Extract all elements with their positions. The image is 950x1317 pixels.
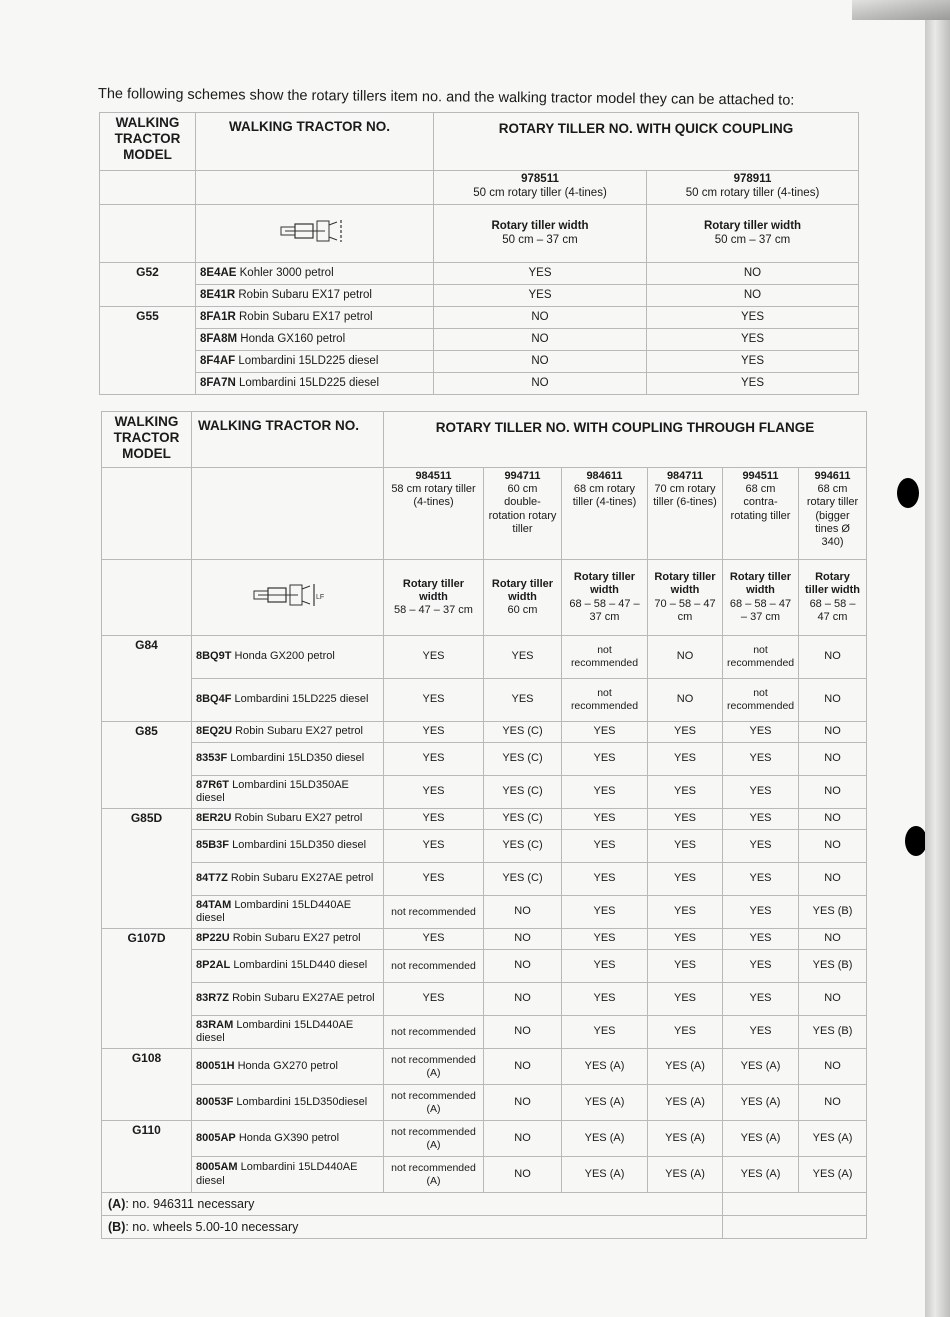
tractor-model: G52: [100, 263, 196, 307]
compat-cell: not recommended: [384, 1016, 484, 1049]
compat-cell: YES: [562, 809, 648, 830]
compat-cell: YES (A): [799, 1121, 867, 1157]
col-header-tiller: ROTARY TILLER NO. WITH QUICK COUPLING: [434, 113, 859, 171]
tractor-engine: Lombardini 15LD350 diesel: [230, 752, 365, 765]
compat-cell: YES: [384, 863, 484, 896]
tractor-code: 8FA8M: [200, 332, 238, 345]
punch-hole: [897, 478, 919, 508]
tractor-code: 87R6T: [196, 778, 230, 791]
compat-cell: YES: [647, 329, 859, 351]
compat-cell: YES: [648, 983, 723, 1016]
tractor-code: 84T7Z: [196, 872, 228, 885]
compat-cell: YES (C): [484, 722, 562, 743]
compat-cell: YES (A): [648, 1049, 723, 1085]
table-row: [102, 830, 867, 863]
tractor-code: 8BQ9T: [196, 650, 232, 663]
tractor-number: [192, 1085, 384, 1121]
tractor-code: 8EQ2U: [196, 725, 233, 738]
tractor-model: G110: [102, 1121, 192, 1193]
tiller-desc: 984611 68 cm rotary tiller (4-tines): [562, 468, 648, 560]
col-header-tractor: WALKING TRACTOR NO.: [192, 412, 384, 468]
tractor-engine: Lombardini 15LD350AE diesel: [196, 778, 349, 804]
tractor-code: 8P22U: [196, 932, 230, 945]
tractor-code: 8FA7N: [200, 376, 236, 389]
compat-cell: YES: [647, 351, 859, 373]
tractor-number: [196, 285, 434, 307]
compat-cell: YES (A): [723, 1157, 799, 1193]
tractor-model: G107D: [102, 929, 192, 1049]
compat-cell: NO: [799, 722, 867, 743]
tractor-number: [192, 830, 384, 863]
tractor-model: G85: [102, 722, 192, 809]
compat-cell: not recommended (A): [384, 1085, 484, 1121]
tiller-width: Rotary tiller width 70 – 58 – 47 cm: [648, 560, 723, 636]
table-row: [102, 809, 867, 830]
punch-hole: [905, 826, 927, 856]
tractor-code: 8P2AL: [196, 959, 231, 972]
compat-cell: YES: [562, 776, 648, 809]
footnote-row: [102, 1193, 867, 1216]
compat-cell: YES: [723, 722, 799, 743]
table-row: [102, 679, 867, 722]
compat-cell: YES: [384, 983, 484, 1016]
compat-cell: NO: [799, 679, 867, 722]
tractor-number: [192, 679, 384, 722]
tiller-width: Rotary tiller width 58 – 47 – 37 cm: [384, 560, 484, 636]
footnote-text: : no. wheels 5.00-10 necessary: [125, 1219, 299, 1234]
compat-cell: NO: [484, 1085, 562, 1121]
compat-cell: NO: [648, 636, 723, 679]
compat-cell: YES (C): [484, 809, 562, 830]
tractor-engine: Lombardini 15LD440AE diesel: [196, 1161, 358, 1187]
compat-cell: NO: [799, 863, 867, 896]
compat-cell: YES (A): [562, 1049, 648, 1085]
compat-cell: YES: [648, 896, 723, 929]
footnote-key: (B): [108, 1219, 126, 1234]
tractor-engine: Lombardini 15LD440 diesel: [233, 959, 368, 972]
footnote: [102, 1216, 723, 1239]
table-row: [102, 636, 867, 679]
tractor-number: [196, 373, 434, 395]
compat-cell: YES (A): [723, 1121, 799, 1157]
tractor-code: 8E4AE: [200, 266, 237, 279]
tractor-engine: Honda GX200 petrol: [234, 650, 335, 663]
compat-cell: YES: [562, 830, 648, 863]
folded-corner: [852, 0, 950, 20]
tractor-code: 8BQ4F: [196, 693, 232, 706]
tractor-engine: Robin Subaru EX27 petrol: [232, 932, 361, 945]
col-header-model: WALKING TRACTOR MODEL: [102, 412, 192, 468]
tiller-code: 984511: [415, 470, 452, 482]
col-header-tiller: ROTARY TILLER NO. WITH COUPLING THROUGH FLANGE: [384, 412, 867, 468]
tractor-model: G85D: [102, 809, 192, 929]
tractor-number: [192, 929, 384, 950]
compat-cell: not recommended: [384, 950, 484, 983]
flange-coupling-table: [101, 411, 867, 1239]
tractor-number: [192, 722, 384, 743]
compat-cell: YES: [562, 722, 648, 743]
tractor-code: 8005AP: [196, 1131, 236, 1144]
compat-cell: NO: [434, 329, 647, 351]
tractor-number: [192, 950, 384, 983]
compat-cell: YES: [723, 983, 799, 1016]
compat-cell: YES (B): [799, 1016, 867, 1049]
tiller-code: 994511: [742, 470, 779, 482]
compat-cell: YES: [562, 896, 648, 929]
tiller-width: Rotary tiller width 50 cm – 37 cm: [434, 205, 647, 263]
table-row: [100, 263, 859, 285]
tractor-code: 84TAM: [196, 898, 232, 911]
compat-cell: NO: [648, 679, 723, 722]
tractor-engine: Honda GX270 petrol: [237, 1059, 338, 1072]
compat-cell: YES: [723, 929, 799, 950]
tiller-width: Rotary tiller width 50 cm – 37 cm: [647, 205, 859, 263]
compat-cell: YES (A): [562, 1121, 648, 1157]
compat-cell: YES (B): [799, 950, 867, 983]
tiller-code: 984711: [666, 470, 704, 482]
tiller-width: Rotary tiller width 60 cm: [484, 560, 562, 636]
compat-cell: YES: [384, 743, 484, 776]
tiller-desc: 994611 68 cm rotary tiller (bigger tines Ø 340): [799, 468, 867, 560]
compat-cell: NO: [799, 743, 867, 776]
tractor-scheme-icon: [275, 216, 355, 246]
tractor-code: 80051H: [196, 1059, 235, 1072]
tiller-code: 994711: [504, 470, 541, 482]
tractor-scheme-icon: [248, 580, 328, 610]
tractor-scheme: [196, 205, 434, 263]
table-row: [100, 285, 859, 307]
compat-cell: YES (A): [562, 1085, 648, 1121]
compat-cell: YES: [562, 950, 648, 983]
table-row: [102, 863, 867, 896]
tractor-scheme: [192, 560, 384, 636]
tractor-engine: Honda GX390 petrol: [238, 1131, 340, 1144]
compat-cell: YES: [723, 896, 799, 929]
compat-cell: YES: [434, 263, 647, 285]
compat-cell: YES (A): [799, 1157, 867, 1193]
tractor-engine: Robin Subaru EX27 petrol: [234, 812, 363, 825]
compat-cell: YES: [648, 776, 723, 809]
tiller-code: 978511: [521, 173, 559, 185]
compat-cell: YES: [648, 950, 723, 983]
compat-cell: YES: [384, 722, 484, 743]
tractor-code: 8005AM: [196, 1161, 238, 1174]
compat-cell: YES: [723, 743, 799, 776]
compat-cell: YES: [723, 1016, 799, 1049]
tractor-number: [192, 863, 384, 896]
table-row: [102, 929, 867, 950]
col-header-tractor: WALKING TRACTOR NO.: [196, 113, 434, 171]
tractor-code: 80053F: [196, 1095, 234, 1108]
compat-cell: NO: [484, 1049, 562, 1085]
tractor-engine: Lombardini 15LD440AE diesel: [196, 898, 352, 924]
tractor-number: [192, 983, 384, 1016]
tiller-width: Rotary tiller width 68 – 58 – 47 – 37 cm: [723, 560, 799, 636]
compat-cell: YES: [384, 776, 484, 809]
compat-cell: YES (B): [799, 896, 867, 929]
table-row: [102, 1085, 867, 1121]
col-header-model: WALKING TRACTOR MODEL: [100, 113, 196, 171]
compat-cell: NO: [484, 896, 562, 929]
tractor-engine: Lombardini 15LD225 diesel: [234, 693, 369, 706]
compat-cell: NO: [434, 373, 647, 395]
tiller-code: 994611: [814, 470, 851, 482]
tiller-desc: 978511 50 cm rotary tiller (4-tines): [434, 171, 647, 205]
table-row: [102, 950, 867, 983]
compat-cell: YES (C): [484, 830, 562, 863]
compat-cell: NO: [799, 636, 867, 679]
table-row: [100, 373, 859, 395]
compat-cell: NO: [799, 776, 867, 809]
compat-cell: not recommended: [562, 679, 648, 722]
tractor-number: [192, 1016, 384, 1049]
compat-cell: NO: [434, 351, 647, 373]
tiller-desc: 984511 58 cm rotary tiller (4-tines): [384, 468, 484, 560]
compat-cell: YES: [648, 863, 723, 896]
compat-cell: YES (C): [484, 776, 562, 809]
compat-cell: YES: [384, 636, 484, 679]
compat-cell: YES: [484, 636, 562, 679]
compat-cell: not recommended: [723, 679, 799, 722]
table-row: [100, 307, 859, 329]
tiller-desc: 978911 50 cm rotary tiller (4-tines): [647, 171, 859, 205]
compat-cell: YES: [484, 679, 562, 722]
tractor-number: [192, 809, 384, 830]
tractor-code: 83RAM: [196, 1018, 234, 1031]
tractor-number: [196, 329, 434, 351]
tractor-number: [192, 1157, 384, 1193]
quick-coupling-table: [99, 112, 859, 395]
footnote-text: : no. 946311 necessary: [125, 1196, 255, 1211]
compat-cell: YES: [384, 830, 484, 863]
compat-cell: YES (C): [484, 743, 562, 776]
footnote: [102, 1193, 723, 1216]
compat-cell: not recommended (A): [384, 1121, 484, 1157]
compat-cell: not recommended: [384, 896, 484, 929]
tiller-width: Rotary tiller width 68 – 58 – 47 cm: [799, 560, 867, 636]
table-row: [102, 983, 867, 1016]
tractor-engine: Honda GX160 petrol: [240, 332, 346, 345]
compat-cell: NO: [434, 307, 647, 329]
compat-cell: NO: [484, 983, 562, 1016]
compat-cell: not recommended (A): [384, 1049, 484, 1085]
tractor-number: [192, 896, 384, 929]
tractor-number: [192, 636, 384, 679]
tractor-code: 8FA1R: [200, 310, 236, 323]
compat-cell: YES: [648, 722, 723, 743]
tractor-engine: Lombardini 15LD440AE diesel: [196, 1018, 354, 1044]
footnote-row: [102, 1216, 867, 1239]
compat-cell: YES (A): [648, 1157, 723, 1193]
compat-cell: NO: [484, 1121, 562, 1157]
compat-cell: NO: [799, 809, 867, 830]
compat-cell: YES: [648, 830, 723, 863]
compat-cell: NO: [799, 1085, 867, 1121]
compat-cell: NO: [484, 929, 562, 950]
tractor-number: [192, 1049, 384, 1085]
tractor-code: 8ER2U: [196, 812, 232, 825]
tractor-number: [196, 263, 434, 285]
compat-cell: YES: [562, 929, 648, 950]
compat-cell: YES: [723, 776, 799, 809]
compat-cell: YES (C): [484, 863, 562, 896]
tractor-engine: Lombardini 15LD350 diesel: [232, 839, 367, 852]
tiller-desc: 994511 68 cm contra-rotating tiller: [723, 468, 799, 560]
compat-cell: YES: [434, 285, 647, 307]
compat-cell: YES (A): [648, 1085, 723, 1121]
tractor-number: [192, 743, 384, 776]
tractor-code: 8F4AF: [200, 354, 236, 367]
tractor-number: [196, 307, 434, 329]
table-row: [102, 743, 867, 776]
compat-cell: YES (A): [723, 1049, 799, 1085]
compat-cell: YES: [384, 809, 484, 830]
table-row: [102, 1121, 867, 1157]
compat-cell: YES: [723, 863, 799, 896]
tractor-code: 83R7Z: [196, 992, 230, 1005]
table-row: [102, 1016, 867, 1049]
table-row: [100, 351, 859, 373]
compat-cell: YES (A): [648, 1121, 723, 1157]
tractor-engine: Robin Subaru EX17 petrol: [239, 310, 373, 323]
compat-cell: NO: [484, 1016, 562, 1049]
compat-cell: YES: [562, 743, 648, 776]
tractor-code: 8353F: [196, 752, 228, 765]
tractor-engine: Robin Subaru EX27AE petrol: [232, 992, 375, 1005]
compat-cell: YES: [648, 1016, 723, 1049]
compat-cell: YES: [648, 743, 723, 776]
tiller-code: 978911: [733, 173, 772, 185]
table-row: [102, 722, 867, 743]
tractor-engine: Lombardini 15LD225 diesel: [239, 376, 380, 389]
tiller-width: Rotary tiller width 68 – 58 – 47 – 37 cm: [562, 560, 648, 636]
compat-cell: YES: [384, 929, 484, 950]
compat-cell: NO: [799, 830, 867, 863]
page-edge: [925, 0, 950, 1317]
compat-cell: NO: [799, 1049, 867, 1085]
tractor-engine: Kohler 3000 petrol: [239, 266, 334, 279]
tractor-number: [196, 351, 434, 373]
compat-cell: YES: [647, 307, 859, 329]
icon-label: LF: [315, 594, 324, 602]
intro-text: The following schemes show the rotary tillers item no. and the walking tractor model they can be attached to:: [97, 86, 795, 109]
compat-cell: NO: [484, 950, 562, 983]
compat-cell: NO: [799, 983, 867, 1016]
table-row: [100, 329, 859, 351]
compat-cell: YES (A): [723, 1085, 799, 1121]
compat-cell: not recommended: [723, 636, 799, 679]
tractor-model: G84: [102, 636, 192, 722]
compat-cell: YES: [384, 679, 484, 722]
compat-cell: YES: [562, 983, 648, 1016]
footnote-key: (A): [108, 1196, 126, 1211]
tractor-engine: Lombardini 15LD225 diesel: [238, 354, 379, 367]
compat-cell: YES: [647, 373, 859, 395]
tractor-code: 8E41R: [200, 288, 236, 301]
tiller-desc: 984711 70 cm rotary tiller (6-tines): [648, 468, 723, 560]
compat-cell: YES: [723, 950, 799, 983]
table-row: [102, 1049, 867, 1085]
tractor-number: [192, 1121, 384, 1157]
compat-cell: YES: [648, 929, 723, 950]
tractor-number: [192, 776, 384, 809]
tractor-code: 85B3F: [196, 839, 230, 852]
table-row: [102, 896, 867, 929]
compat-cell: YES: [648, 809, 723, 830]
table-row: [102, 1157, 867, 1193]
tractor-engine: Robin Subaru EX27 petrol: [235, 725, 363, 738]
compat-cell: YES: [562, 863, 648, 896]
compat-cell: NO: [484, 1157, 562, 1193]
tractor-model: G108: [102, 1049, 192, 1121]
tiller-code: 984611: [586, 470, 623, 482]
tractor-engine: Robin Subaru EX17 petrol: [238, 288, 372, 301]
tractor-engine: Lombardini 15LD350diesel: [236, 1095, 368, 1108]
compat-cell: YES: [723, 830, 799, 863]
compat-cell: NO: [799, 929, 867, 950]
tiller-desc: 994711 60 cm double-rotation rotary tiller: [484, 468, 562, 560]
compat-cell: not recommended: [562, 636, 648, 679]
compat-cell: not recommended (A): [384, 1157, 484, 1193]
compat-cell: YES: [562, 1016, 648, 1049]
tractor-engine: Robin Subaru EX27AE petrol: [230, 872, 374, 885]
tractor-model: G55: [100, 307, 196, 395]
compat-cell: YES: [723, 809, 799, 830]
compat-cell: NO: [647, 263, 859, 285]
table-row: [102, 776, 867, 809]
compat-cell: NO: [647, 285, 859, 307]
compat-cell: YES (A): [562, 1157, 648, 1193]
